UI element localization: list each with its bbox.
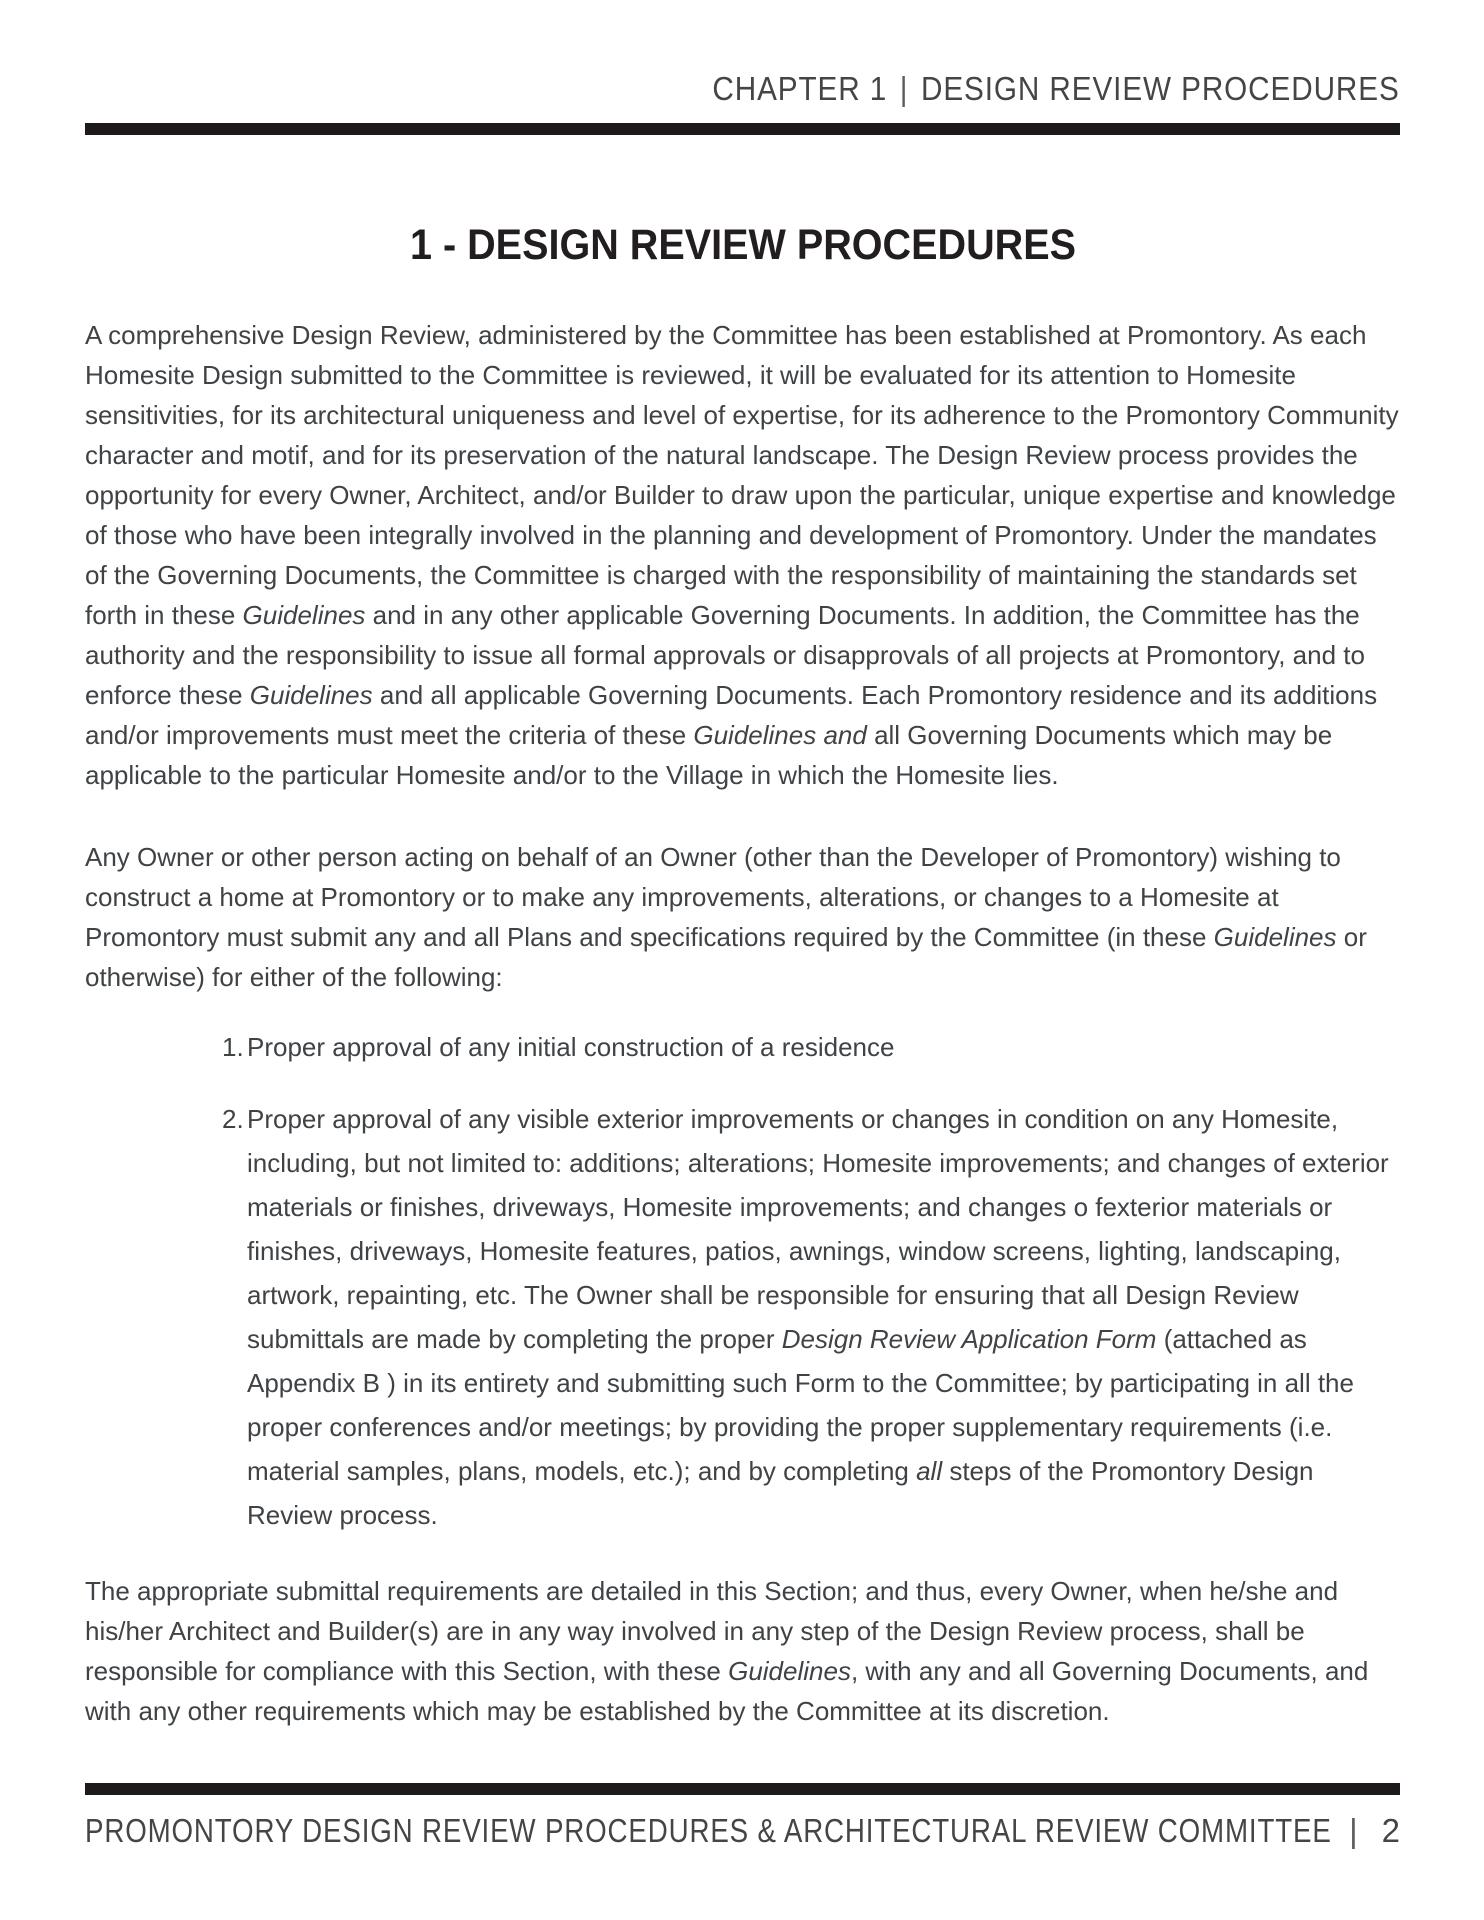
running-header [85,0,1400,108]
footer-page-area [1349,1812,1400,1850]
running-header-text [713,70,1400,108]
numbered-list [85,1025,1400,1537]
paragraph-submission: Any Owner or other person acting on behalf of an Owner (other than the Developer of Promontory) wishing to construct a home at Promontory or to make any improvements, alterations, or changes to a Homesite at Promontory must submit any and all Plans and specifications required by the Committee (in these Guidelines or otherwise) for either of the following: [85,842,1367,992]
list-item [85,1097,1400,1537]
list-item [85,1025,1400,1069]
list-item-number: 1. [222,1032,244,1062]
page-title [85,221,1400,269]
list-item-number: 2. [222,1104,244,1134]
list-item-text: Proper approval of any initial construction of a residence [247,1032,895,1062]
paragraph-closing: The appropriate submittal requirements are detailed in this Section; and thus, every Owner, when he/she and his/her Architect and Builder(s) are in any way involved in any step of the Design Review process, shall be responsible for compliance with this Section, with these Guidelines, with any and all Governing Documents, and with any other requirements which may be established by the Committee at its discretion. [85,1576,1369,1726]
paragraph-intro: A comprehensive Design Review, administered by the Committee has been established at Promontory. As each Homesite Design submitted to the Committee is reviewed, it will be evaluated for its attention to Homesite sensitivities, for its architectural uniqueness and level of expertise, for its adherence to the Promontory Community character and motif, and for its preservation of the natural landscape. The Design Review process provides the opportunity for every Owner, Architect, and/or Builder to draw upon the particular, unique expertise and knowledge of those who have been integrally involved in the planning and development of Promontory. Under the mandates of the Governing Documents, the Committee is charged with the responsibility of maintaining the standards set forth in these Guidelines and in any other applicable Governing Documents. In addition, the Committee has the authority and the responsibility to issue all formal approvals or disapprovals of all projects at Promontory, and to enforce these Guidelines and all applicable Governing Documents. Each Promontory residence and its additions and/or improvements must meet the criteria of these Guidelines and all Governing Documents which may be applicable to the particular Homesite and/or to the Village in which the Homesite lies. [85,320,1399,790]
header-rule [85,123,1400,135]
body-copy [85,315,1400,1731]
page-number: 2 [1381,1812,1400,1849]
page-title-text: 1 - DESIGN REVIEW PROCEDURES [409,221,1076,269]
header-section-title: DESIGN REVIEW PROCEDURES [921,70,1400,107]
list-item-text: Proper approval of any visible exterior improvements or changes in condition on any Homesite, including, but not limited to: additions; alterations; Homesite improvements; and changes of exterior materials or finishes, driveways, Homesite improvements; and changes o fexterior materials or finishes, driveways, Homesite features, patios, awnings, window screens, lighting, landscaping, artwork, repainting, etc. The Owner shall be responsible for ensuring that all Design Review submittals are made by completing the proper Design Review Application Form (attached as Appendix B ) in its entirety and submitting such Form to the Committee; by participating in all the proper conferences and/or meetings; by providing the proper supplementary requirements (i.e. material samples, plans, models, etc.); and by completing all steps of the Promontory Design Review process. [247,1104,1389,1530]
footer-rule [85,1783,1400,1795]
footer-separator-bar: | [1349,1812,1358,1849]
header-separator-bar: | [900,70,909,107]
footer-row [85,1812,1400,1852]
header-chapter-label: CHAPTER 1 [712,70,888,107]
page-content [85,0,1400,1731]
page-footer [85,1783,1400,1852]
footer-document-title: PROMONTORY DESIGN REVIEW PROCEDURES & ARCHITECTURAL REVIEW COMMITTEE [85,1812,1332,1849]
